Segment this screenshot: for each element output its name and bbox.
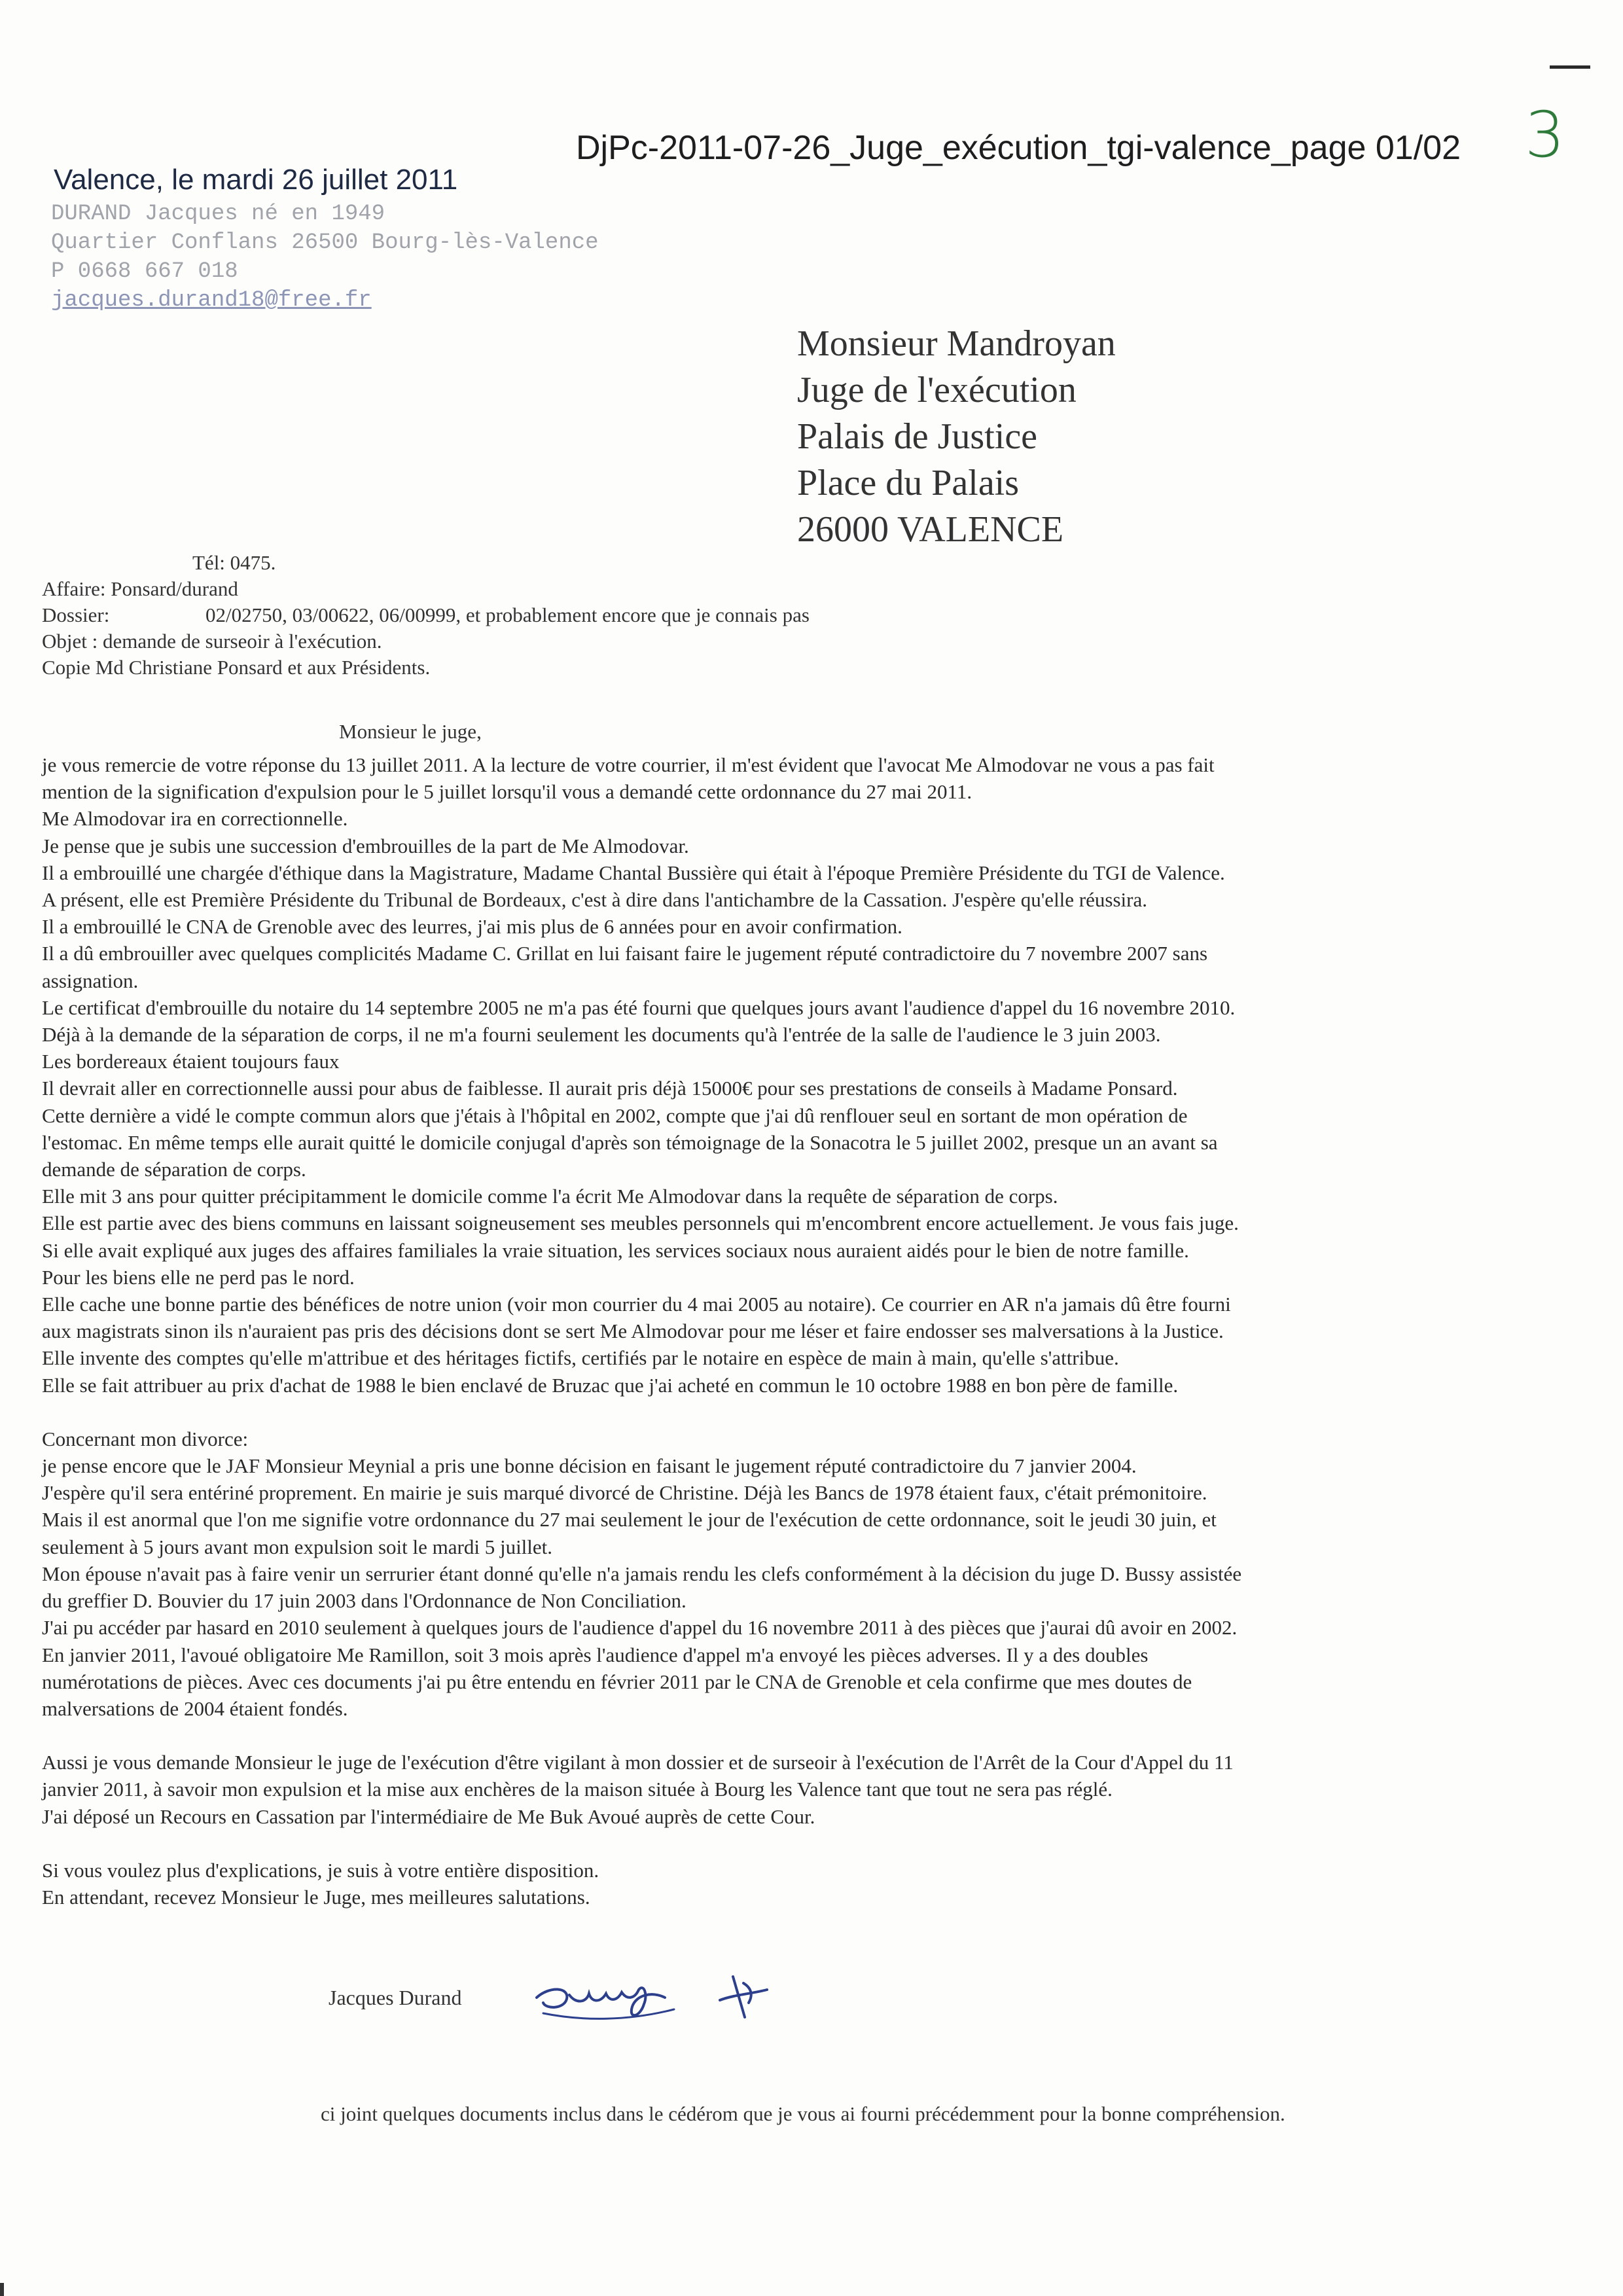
- paragraph-request: [42, 1749, 1508, 1830]
- body-line: Elle est partie avec des biens communs en laissant soigneusement ses meubles personnels qui m'encombrent encore actuellement. Je vous fais juge.: [42, 1211, 1239, 1235]
- tel-line: Tél: 0475.: [192, 551, 276, 574]
- copie-line: Copie Md Christiane Ponsard et aux Présidents.: [42, 656, 431, 679]
- body-line: Je pense que je subis une succession d'embrouilles de la part de Me Almodovar.: [42, 834, 689, 857]
- dossier-line: [42, 602, 810, 628]
- body-line: malversations de 2004 étaient fondés.: [42, 1696, 348, 1720]
- body-line: Il a embrouillé le CNA de Grenoble avec des leurres, j'ai mis plus de 6 années pour en avoir confirmation.: [42, 915, 902, 939]
- body-line: Déjà à la demande de la séparation de corps, il ne m'a fourni seulement les documents qu'à l'entrée de la salle de l'audience le 3 juin 2003.: [42, 1023, 1161, 1047]
- handwritten-signature: [524, 1957, 825, 2039]
- body-line: mention de la signification d'expulsion pour le 5 juillet lorsqu'il vous a demandé cette ordonnance du 27 mai 2011.: [42, 780, 972, 804]
- body-line: J'ai pu accéder par hasard en 2010 seulement à quelques jours de l'audience d'appel du 16 novembre 2011 à des pièces que j'aurai dû avoir en 2002.: [42, 1616, 1238, 1640]
- sender-address: Quartier Conflans 26500 Bourg-lès-Valence: [51, 230, 599, 255]
- body-line: Il a embrouillé une chargée d'éthique dans la Magistrature, Madame Chantal Bussière qui était à l'époque Première Présidente du TGI de Valence.: [42, 861, 1225, 884]
- body-line: Pour les biens elle ne perd pas le nord.: [42, 1265, 355, 1289]
- body-line: Il devrait aller en correctionnelle aussi pour abus de faiblesse. Il aurait pris déjà 15000€ pour ses prestations de conseils à Madame Ponsard.: [42, 1077, 1178, 1100]
- corner-mark: [0, 2283, 4, 2296]
- document-reference: DjPc-2011-07-26_Juge_exécution_tgi-valence_page 01/02: [576, 129, 1461, 167]
- paragraph-divorce: [42, 1426, 1508, 1722]
- body-line: Si vous voulez plus d'explications, je suis à votre entière disposition.: [42, 1858, 599, 1882]
- paragraph-gap: [42, 1830, 1508, 1857]
- recipient-block: [797, 321, 1116, 553]
- body-line: Elle invente des comptes qu'elle m'attribue et des héritages fictifs, certifiés par le notaire en espèce de main à main, qu'elle s'attribue.: [42, 1346, 1119, 1370]
- body-line: demande de séparation de corps.: [42, 1158, 306, 1181]
- body-line: aux magistrats sinon ils n'auraient pas pris des décisions dont se sert Me Almodovar pour me léser et faire endosser ses malversations à la Justice.: [42, 1319, 1224, 1343]
- recipient-line: Monsieur Mandroyan: [797, 323, 1116, 364]
- body-line: J'espère qu'il sera entériné proprement. En mairie je suis marqué divorcé de Christine. Déjà les Bancs de 1978 étaient faux, c'était prémonitoire.: [42, 1481, 1207, 1505]
- signature-name: Jacques Durand: [329, 1986, 462, 2009]
- body-line: je pense encore que le JAF Monsieur Meynial a pris une bonne décision en faisant le jugement réputé contradictoire du 7 janvier 2004.: [42, 1454, 1137, 1478]
- body-line: Le certificat d'embrouille du notaire du 14 septembre 2005 ne m'a pas été fourni que quelques jours avant l'audience d'appel du 16 novembre 2010.: [42, 996, 1236, 1019]
- body-line: En attendant, recevez Monsieur le Juge, mes meilleures salutations.: [42, 1885, 590, 1909]
- objet-line: Objet : demande de surseoir à l'exécution.: [42, 630, 382, 653]
- paragraph-gap: [42, 1722, 1508, 1749]
- letter-body: [42, 751, 1508, 1910]
- body-line: Aussi je vous demande Monsieur le juge de l'exécution d'être vigilant à mon dossier et de surseoir à l'exécution de l'Arrêt de la Cour d'Appel du 11: [42, 1751, 1234, 1774]
- body-line: Cette dernière a vidé le compte commun alors que j'étais à l'hôpital en 2002, compte que j'ai dû renflouer seul en sortant de mon opération de: [42, 1103, 1188, 1127]
- recipient-line: 26000 VALENCE: [797, 509, 1064, 550]
- postscript: ci joint quelques documents inclus dans le cédérom que je vous ai fourni précédemment pour la bonne compréhension.: [321, 2102, 1285, 2125]
- handwritten-page-number: 3: [1525, 98, 1565, 171]
- reference-block: [42, 550, 810, 681]
- body-line: seulement à 5 jours avant mon expulsion soit le mardi 5 juillet.: [42, 1535, 553, 1558]
- body-line: J'ai déposé un Recours en Cassation par l'intermédiaire de Me Buk Avoué auprès de cette Cour.: [42, 1804, 815, 1828]
- body-line: du greffier D. Bouvier du 17 juin 2003 dans l'Ordonnance de Non Conciliation.: [42, 1589, 687, 1613]
- sender-block: [51, 200, 599, 315]
- salutation: Monsieur le juge,: [339, 720, 482, 743]
- body-line: Me Almodovar ira en correctionnelle.: [42, 807, 348, 831]
- body-line: Si elle avait expliqué aux juges des affaires familiales la vraie situation, les services sociaux nous auraient aidés pour le bien de notre famille.: [42, 1238, 1189, 1262]
- body-line: je vous remercie de votre réponse du 13 juillet 2011. A la lecture de votre courrier, il m'est évident que l'avocat Me Almodovar ne vous a pas fait: [42, 753, 1215, 776]
- body-line: Mon épouse n'avait pas à faire venir un serrurier étant donné qu'elle n'a jamais rendu les clefs conformément à la décision du juge D. Bussy assistée: [42, 1562, 1242, 1585]
- recipient-line: Juge de l'exécution: [797, 370, 1077, 410]
- body-line: Elle mit 3 ans pour quitter précipitamment le domicile comme l'a écrit Me Almodovar dans la requête de séparation de corps.: [42, 1185, 1058, 1208]
- dossier-label: Dossier:: [42, 603, 110, 626]
- body-line: A présent, elle est Première Présidente du Tribunal de Bordeaux, c'est à dire dans l'antichambre de la Cassation. J'espère qu'elle réussira.: [42, 888, 1147, 912]
- body-line: numérotations de pièces. Avec ces documents j'ai pu être entendu en février 2011 par le CNA de Grenoble et cela confirme que mes doutes de: [42, 1670, 1192, 1693]
- sender-phone: P 0668 667 018: [51, 259, 238, 284]
- body-line: Concernant mon divorce:: [42, 1427, 249, 1450]
- recipient-line: Place du Palais: [797, 463, 1020, 503]
- sender-name: DURAND Jacques né en 1949: [51, 202, 385, 226]
- body-line: l'estomac. En même temps elle aurait quitté le domicile conjugal d'après son témoignage de la Sonacotra le 5 juillet 2002, presque un an avant sa: [42, 1130, 1218, 1154]
- paragraph-gap: [42, 1399, 1508, 1426]
- paragraph-facts: [42, 751, 1508, 1399]
- sender-email[interactable]: jacques.durand18@free.fr: [51, 288, 372, 313]
- recipient-line: Palais de Justice: [797, 416, 1038, 457]
- signature-drawing: [524, 1957, 825, 2036]
- body-line: Elle se fait attribuer au prix d'achat de 1988 le bien enclavé de Bruzac que j'ai acheté en commun le 10 octobre 1988 en bon père de famille.: [42, 1373, 1179, 1397]
- corner-dash: [1550, 65, 1590, 69]
- paragraph-closing: [42, 1857, 1508, 1910]
- body-line: Il a dû embrouiller avec quelques complicités Madame C. Grillat en lui faisant faire le jugement réputé contradictoire du 7 novembre 2007 sans: [42, 942, 1208, 965]
- body-line: assignation.: [42, 969, 139, 992]
- affaire-line: Affaire: Ponsard/durand: [42, 577, 238, 600]
- dossier-value: 02/02750, 03/00622, 06/00999, et probablement encore que je connais pas: [205, 603, 810, 626]
- body-line: En janvier 2011, l'avoué obligatoire Me Ramillon, soit 3 mois après l'audience d'appel m'a envoyé les pièces adverses. Il y a des doubles: [42, 1643, 1149, 1666]
- body-line: Mais il est anormal que l'on me signifie votre ordonnance du 27 mai seulement le jour de l'exécution de cette ordonnance, soit le jeudi 30 juin, et: [42, 1508, 1217, 1532]
- body-line: janvier 2011, à savoir mon expulsion et la mise aux enchères de la maison située à Bourg les Valence tant que tout ne sera pas réglé.: [42, 1778, 1113, 1801]
- body-line: Les bordereaux étaient toujours faux: [42, 1050, 340, 1073]
- date-line: Valence, le mardi 26 juillet 2011: [54, 164, 458, 196]
- body-line: Elle cache une bonne partie des bénéfices de notre union (voir mon courrier du 4 mai 2005 au notaire). Ce courrier en AR n'a jamais dû être fourni: [42, 1293, 1231, 1316]
